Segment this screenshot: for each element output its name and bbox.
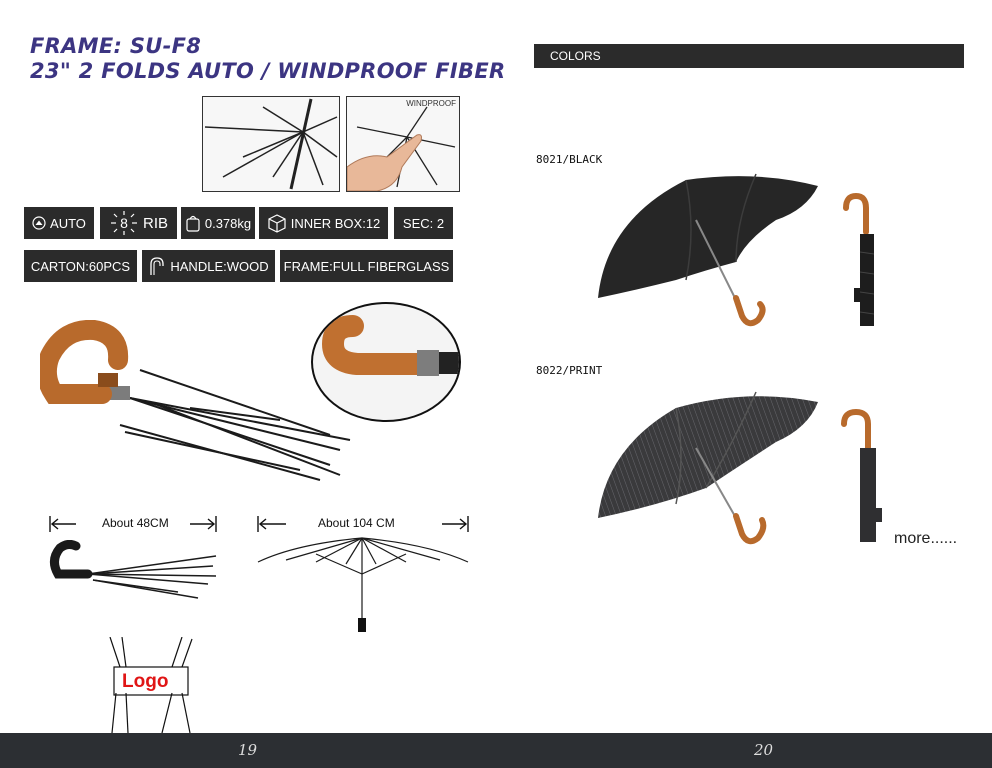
spec-sections — [394, 207, 453, 239]
spec-frame-label: FRAME:FULL FIBERGLASS — [283, 258, 450, 274]
more-colors-text: more...... — [894, 530, 958, 547]
logo-text: Logo — [122, 671, 169, 692]
handle-icon — [148, 256, 166, 276]
spec-handle — [142, 250, 275, 282]
frame-subtitle: 23" 2 FOLDS AUTO / WINDPROOF FIBER — [30, 59, 506, 83]
page-footer — [0, 733, 992, 768]
spec-handle-label: HANDLE:WOOD — [170, 258, 269, 274]
spec-weight-label: 0.378kg — [204, 215, 252, 231]
variant-code-black: 8021/BLACK — [536, 153, 603, 166]
windproof-label: WINDPROOF — [406, 99, 456, 108]
print-umbrella-closed — [834, 408, 884, 548]
rib-icon — [109, 210, 139, 236]
spec-sections-label: SEC: 2 — [402, 215, 445, 231]
spec-rib — [100, 207, 177, 239]
spec-carton — [24, 250, 137, 282]
closed-length-label: About 48CM — [102, 516, 169, 530]
spec-inner-box-label: INNER BOX:12 — [290, 215, 381, 231]
rib-count: 8 — [120, 215, 128, 231]
left-page — [0, 0, 506, 733]
variant-code-print: 8022/PRINT — [536, 364, 603, 377]
folded-frame-photo — [40, 320, 360, 500]
auto-icon — [32, 216, 46, 230]
spec-frame — [280, 250, 453, 282]
spec-auto — [24, 207, 94, 239]
spec-rib-label: RIB — [142, 214, 168, 232]
black-umbrella-closed — [838, 192, 878, 332]
colors-section-header: COLORS — [534, 44, 964, 68]
frame-title: FRAME: SU-F8 — [30, 34, 202, 58]
page-number-right: 20 — [754, 741, 774, 759]
page-number-left: 19 — [238, 741, 258, 759]
windproof-photo — [346, 96, 460, 192]
open-frame-photo — [256, 534, 470, 634]
handle-closeup — [311, 302, 461, 422]
frame-photo — [202, 96, 340, 192]
print-umbrella-open — [596, 388, 826, 548]
spec-weight — [181, 207, 255, 239]
spec-carton-label: CARTON:60PCS — [30, 258, 131, 274]
weight-icon — [185, 214, 201, 232]
spec-inner-box — [259, 207, 388, 239]
right-page — [496, 0, 992, 733]
black-umbrella-open — [596, 170, 826, 330]
closed-frame-photo — [48, 540, 218, 600]
spec-auto-label: AUTO — [50, 215, 86, 231]
box-icon — [267, 213, 287, 233]
open-width-label: About 104 CM — [318, 516, 395, 530]
